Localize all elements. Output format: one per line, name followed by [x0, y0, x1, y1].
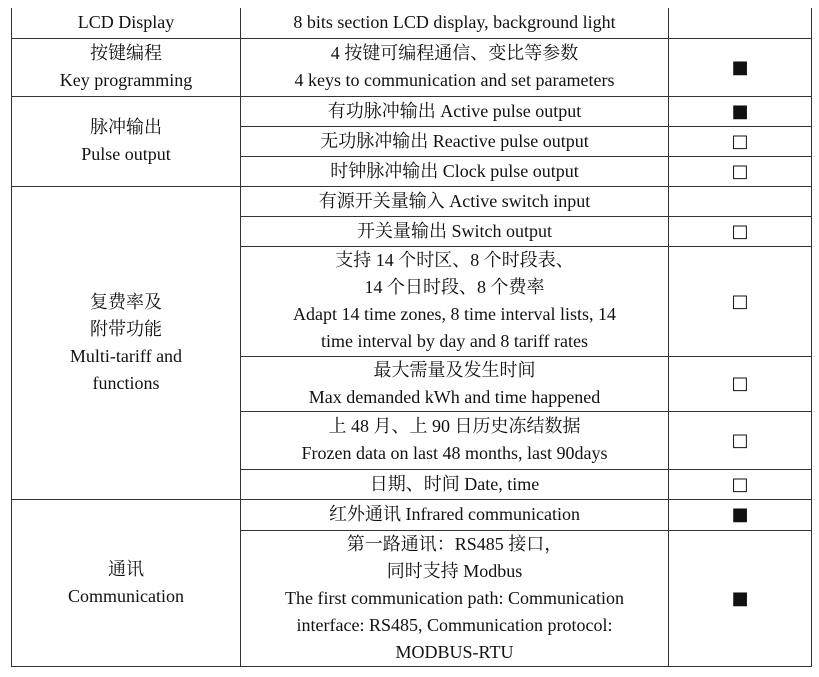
feature-description-cell [241, 156, 669, 186]
feature-description-cell [241, 38, 669, 96]
table-row [12, 96, 812, 126]
category-label-line: Pulse output [81, 144, 171, 164]
feature-text-line: 4 按键可编程通信、变比等参数 [330, 43, 579, 63]
table-row [12, 186, 812, 216]
feature-description-cell [241, 186, 669, 216]
category-label-line: LCD Display [77, 12, 175, 33]
feature-text-line: 4 keys to communication and set parameters [294, 70, 615, 90]
feature-text-line: 时钟脉冲输出 Clock pulse output [330, 160, 579, 181]
feature-description-cell [241, 356, 669, 411]
feature-text-line: interface: RS485, Communication protocol: [296, 614, 613, 635]
status-cell [669, 530, 812, 666]
feature-text-line: 开关量输出 Switch output [356, 220, 552, 241]
empty-square-icon: □ [731, 429, 749, 451]
status-cell [669, 126, 812, 156]
status-cell [669, 156, 812, 186]
table-row [12, 38, 812, 96]
category-label-line: Key programming [59, 70, 193, 90]
category-cell [12, 186, 241, 499]
feature-text-line: 第一路通讯：RS485 接口， [346, 533, 563, 554]
feature-description-cell [241, 469, 669, 499]
feature-text-line: 有功脉冲输出 Active pulse output [327, 100, 582, 121]
status-cell [669, 186, 812, 216]
table-row [12, 8, 812, 38]
filled-square-icon: ■ [731, 504, 749, 525]
empty-square-icon: □ [731, 220, 749, 242]
status-cell [669, 469, 812, 499]
status-cell [669, 216, 812, 246]
category-label-line: Communication [68, 585, 184, 606]
category-cell [12, 499, 241, 666]
category-label-line: functions [92, 372, 160, 393]
category-label-line: 通讯 [108, 558, 144, 579]
feature-description-cell [241, 216, 669, 246]
feature-description-cell [241, 499, 669, 530]
category-label-line: 脉冲输出 [90, 117, 162, 137]
feature-text-line: 支持 14 个时区、8 个时段表、 [335, 250, 574, 270]
category-label-line: 复费率及 [90, 291, 162, 312]
feature-text-line: 同时支持 Modbus [386, 560, 523, 581]
filled-square-icon: ■ [731, 100, 749, 122]
empty-square-icon: □ [731, 373, 749, 394]
feature-text-line: 上 48 月、上 90 日历史冻结数据 [328, 416, 581, 436]
feature-description-cell [241, 411, 669, 469]
empty-square-icon: □ [731, 160, 749, 182]
category-cell [12, 38, 241, 96]
feature-description-cell [241, 126, 669, 156]
filled-square-icon: ■ [731, 56, 749, 78]
status-cell [669, 38, 812, 96]
feature-text-line: Adapt 14 time zones, 8 time interval lists, 14 [293, 304, 616, 324]
feature-text-line: 日期、时间 Date, time [369, 473, 540, 494]
status-cell [669, 411, 812, 469]
status-cell [669, 246, 812, 356]
empty-square-icon: □ [731, 290, 749, 312]
feature-text-line: 8 bits section LCD display, background light [293, 12, 616, 33]
filled-square-icon: ■ [731, 587, 749, 609]
status-cell [669, 499, 812, 530]
feature-text-line: 14 个日时段、8 个费率 [364, 277, 545, 297]
category-label-line: 附带功能 [90, 318, 162, 339]
feature-text-line: 有源开关量输入 Active switch input [318, 190, 591, 211]
status-cell [669, 96, 812, 126]
feature-text-line: 无功脉冲输出 Reactive pulse output [320, 130, 589, 151]
feature-text-line: 红外通讯 Infrared communication [329, 504, 580, 524]
spec-table-body [12, 8, 812, 666]
feature-text-line: Frozen data on last 48 months, last 90days [301, 443, 608, 463]
feature-text-line: The first communication path: Communication [285, 587, 624, 608]
feature-text-line: Max demanded kWh and time happened [308, 386, 601, 407]
table-row [12, 499, 812, 530]
feature-description-cell [241, 96, 669, 126]
feature-text-line: time interval by day and 8 tariff rates [320, 331, 589, 351]
category-label-line: Multi-tariff and [69, 345, 183, 366]
empty-square-icon: □ [731, 130, 749, 152]
feature-description-cell [241, 530, 669, 666]
status-cell [669, 8, 812, 38]
feature-description-cell [241, 8, 669, 38]
category-cell [12, 96, 241, 186]
feature-text-line: 最大需量及发生时间 [373, 359, 536, 380]
feature-description-cell [241, 246, 669, 356]
spec-table [11, 8, 812, 667]
empty-square-icon: □ [731, 473, 749, 495]
category-label-line: 按键编程 [90, 43, 162, 63]
feature-text-line: MODBUS-RTU [395, 641, 514, 662]
status-cell [669, 356, 812, 411]
category-cell [12, 8, 241, 38]
